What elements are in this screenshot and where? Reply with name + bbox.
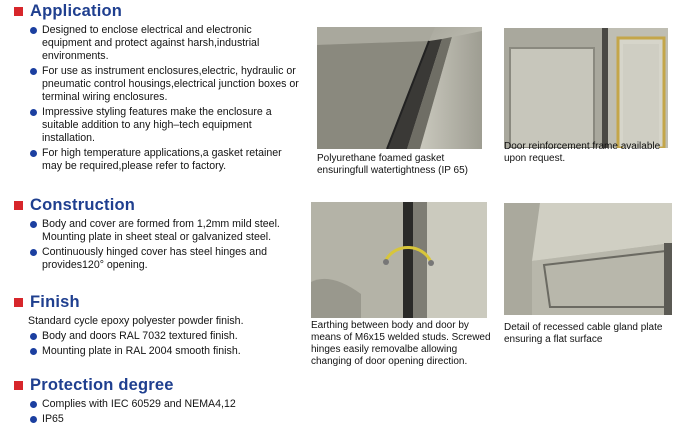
application-title: Application xyxy=(30,1,123,20)
bullet-icon xyxy=(30,416,37,423)
list-item: Body and doors RAL 7032 textured finish. xyxy=(28,330,304,343)
application-section xyxy=(14,1,304,175)
gasket-photo xyxy=(317,27,482,149)
gasket-caption: Polyurethane foamed gasket ensuringfull watertightness (IP 65) xyxy=(317,153,469,176)
bullet-icon xyxy=(30,109,37,116)
list-item: Impressive styling features make the enclosure a suitable addition to any high–tech equipment installation. xyxy=(28,106,304,145)
application-list xyxy=(28,24,304,173)
bullet-icon xyxy=(30,401,37,408)
list-item: IP65 xyxy=(28,413,304,426)
construction-list xyxy=(28,218,304,272)
earthing-caption: Earthing between body and door by means of M6x15 welded studs. Screwed hinges easily removalbe allowing changing of door opening direction. xyxy=(311,320,491,367)
cable-gland-image xyxy=(504,203,672,315)
list-item: For high temperature applications,a gasket retainer may be required,please refer to factory. xyxy=(28,147,304,173)
bullet-icon xyxy=(30,150,37,157)
protection-section xyxy=(14,375,304,428)
bullet-icon xyxy=(30,68,37,75)
list-item: Continuously hinged cover has steel hinges and provides120° opening. xyxy=(28,246,304,272)
finish-list xyxy=(28,330,304,358)
application-heading xyxy=(14,1,304,21)
list-item: For use as instrument enclosures,electric, hydraulic or pneumatic control housings,electrical junction boxes or terminal wiring enclosures. xyxy=(28,65,304,104)
earthing-studs-image xyxy=(311,202,487,318)
construction-title: Construction xyxy=(30,195,136,214)
list-item: Body and cover are formed from 1,2mm mild steel. Mounting plate in sheet steal or galvanized steel. xyxy=(28,218,304,244)
section-marker-icon xyxy=(14,7,23,16)
bullet-icon xyxy=(30,348,37,355)
section-marker-icon xyxy=(14,381,23,390)
construction-heading xyxy=(14,195,304,215)
door-frame-image xyxy=(504,28,668,148)
list-item: Mounting plate in RAL 2004 smooth finish. xyxy=(28,345,304,358)
protection-list xyxy=(28,398,304,426)
enclosure-gasket-image xyxy=(317,27,482,149)
finish-heading xyxy=(14,292,304,312)
section-marker-icon xyxy=(14,201,23,210)
list-item: Complies with IEC 60529 and NEMA4,12 xyxy=(28,398,304,411)
frame-caption: Door reinforcement frame available upon request. xyxy=(504,141,661,164)
finish-section xyxy=(14,292,304,360)
bullet-icon xyxy=(30,333,37,340)
bullet-icon xyxy=(30,27,37,34)
protection-heading xyxy=(14,375,304,395)
earthing-photo xyxy=(311,202,487,318)
protection-title: Protection degree xyxy=(30,375,174,394)
gland-caption: Detail of recessed cable gland plate ensuring a flat surface xyxy=(504,322,663,345)
bullet-icon xyxy=(30,249,37,256)
list-item: Designed to enclose electrical and electronic equipment and protect against harsh,industrial environments. xyxy=(28,24,304,63)
section-marker-icon xyxy=(14,298,23,307)
finish-intro: Standard cycle epoxy polyester powder finish. xyxy=(28,315,244,327)
gland-photo xyxy=(504,203,672,315)
bullet-icon xyxy=(30,221,37,228)
construction-section xyxy=(14,195,304,274)
finish-title: Finish xyxy=(30,292,80,311)
frame-photo xyxy=(504,28,668,148)
